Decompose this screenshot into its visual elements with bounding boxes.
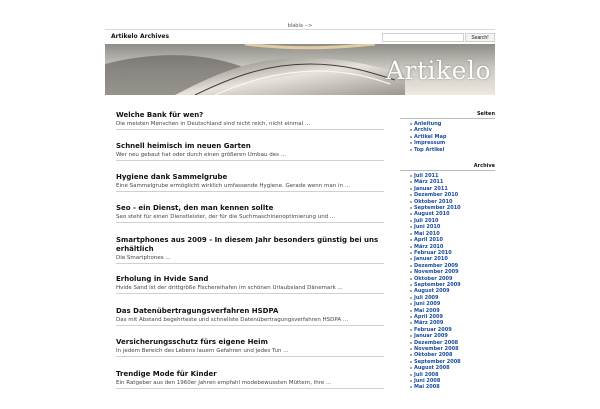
banner-title: Artikelo: [385, 56, 491, 85]
post-item: [116, 173, 384, 192]
post-excerpt: Eine Sammelgrube ermöglicht wirklich umfassende Hygiene. Gerade wenn man in ...: [116, 183, 384, 192]
post-item: [116, 370, 384, 389]
sidebar-archive-link[interactable]: Juli 2010: [400, 218, 495, 224]
sidebar-page-link[interactable]: Archiv: [400, 127, 495, 133]
post-excerpt: Wer neu gebaut hat oder durch einen größeren Umbau des ...: [116, 152, 384, 161]
sidebar-archive-link[interactable]: März 2009: [400, 320, 495, 326]
sidebar-archive-link[interactable]: Februar 2009: [400, 327, 495, 333]
post-title[interactable]: Seo - ein Dienst, den man kennen sollte: [116, 204, 274, 212]
sidebar-archive-link[interactable]: März 2010: [400, 244, 495, 250]
sidebar-archive-link[interactable]: Dezember 2008: [400, 340, 495, 346]
post-title[interactable]: Erholung in Hvide Sand: [116, 275, 209, 283]
post-title[interactable]: Schnell heimisch im neuen Garten: [116, 142, 251, 150]
sidebar-archive-link[interactable]: August 2010: [400, 211, 495, 217]
post-item: [116, 142, 384, 161]
sidebar-archive-link[interactable]: Oktober 2010: [400, 199, 495, 205]
post-item: [116, 338, 384, 357]
sidebar-archive-link[interactable]: August 2008: [400, 365, 495, 371]
sidebar-archive-link[interactable]: September 2008: [400, 359, 495, 365]
sidebar-archive-link[interactable]: September 2009: [400, 282, 495, 288]
sidebar-archive-link[interactable]: Mai 2008: [400, 384, 495, 390]
post-excerpt: Ein Ratgeber aus den 1960er Jahren empfahl modebewussten Müttern, ihre ...: [116, 380, 384, 389]
sidebar-pages-heading: Seiten: [400, 111, 495, 119]
post-title[interactable]: Trendige Mode für Kinder: [116, 370, 217, 378]
nav-link-artikelo[interactable]: Artikelo: [111, 33, 138, 40]
sidebar-page-link[interactable]: Artikel Map: [400, 134, 495, 140]
sidebar-archive-link[interactable]: Januar 2011: [400, 186, 495, 192]
post-excerpt: Die Smartphones ...: [116, 255, 384, 264]
sidebar-archive-link[interactable]: Juli 2009: [400, 295, 495, 301]
sidebar-archive-link[interactable]: Februar 2010: [400, 250, 495, 256]
sidebar-archive-link[interactable]: Dezember 2009: [400, 263, 495, 269]
post-item: [116, 204, 384, 223]
sidebar-archive-link[interactable]: August 2009: [400, 288, 495, 294]
sidebar-archive-link[interactable]: Oktober 2008: [400, 352, 495, 358]
sidebar-archive-link[interactable]: Mai 2009: [400, 308, 495, 314]
nav-link-archives[interactable]: Archives: [140, 33, 170, 40]
post-title[interactable]: Smartphones aus 2009 - In diesem Jahr besonders günstig bei uns erhältlich: [116, 236, 379, 253]
post-excerpt: In jedem Bereich des Lebens lauern Gefahren und jedes Tun ...: [116, 348, 384, 357]
post-excerpt: Die meisten Menschen in Deutschland sind nicht reich, nicht einmal ...: [116, 121, 384, 130]
post-item: [116, 111, 384, 130]
post-excerpt: Seo steht für einen Dienstleister, der für die Suchmaschinenoptimierung und ...: [116, 214, 384, 223]
sidebar-archive-link[interactable]: Juni 2008: [400, 378, 495, 384]
post-title[interactable]: Das Datenübertragungsverfahren HSDPA: [116, 307, 279, 315]
sidebar-archive-link[interactable]: Juni 2009: [400, 301, 495, 307]
sidebar-page-link[interactable]: Impressum: [400, 140, 495, 146]
top-note: blabla -->: [287, 23, 313, 29]
sidebar-archive-link[interactable]: Dezember 2010: [400, 192, 495, 198]
sidebar-archive-link[interactable]: September 2010: [400, 205, 495, 211]
sidebar-archive-link[interactable]: Januar 2009: [400, 333, 495, 339]
sidebar-archive-link[interactable]: November 2009: [400, 269, 495, 275]
sidebar-archive-link[interactable]: Juni 2010: [400, 224, 495, 230]
post-title[interactable]: Hygiene dank Sammelgrube: [116, 173, 228, 181]
sidebar-archive-heading: Archive: [400, 163, 495, 171]
sidebar-archive-link[interactable]: Januar 2010: [400, 256, 495, 262]
sidebar-archive-link[interactable]: April 2009: [400, 314, 495, 320]
search-button[interactable]: Search!: [465, 33, 495, 42]
post-excerpt: Hvide Sand ist der drittgröße Fischereihafen im schönen Urlaubsland Dänemark ...: [116, 285, 384, 294]
sidebar-archive-list: [400, 173, 495, 391]
sidebar-page-link[interactable]: Anleitung: [400, 121, 495, 127]
sidebar-archive-link[interactable]: April 2010: [400, 237, 495, 243]
post-item: [116, 236, 384, 264]
sidebar-archive-link[interactable]: März 2011: [400, 179, 495, 185]
sidebar: [400, 111, 495, 391]
post-excerpt: Das mit Abstand begehrteste und schnellste Datenübertragungsverfahren HSDPA ...: [116, 317, 384, 326]
sidebar-pages-list: [400, 121, 495, 153]
sidebar-archive-link[interactable]: Juli 2008: [400, 372, 495, 378]
post-title[interactable]: Versicherungsschutz fürs eigene Heim: [116, 338, 268, 346]
sidebar-page-link[interactable]: Top Artikel: [400, 147, 495, 153]
sidebar-archive-link[interactable]: Oktober 2009: [400, 276, 495, 282]
sidebar-archive-link[interactable]: November 2008: [400, 346, 495, 352]
post-item: [116, 307, 384, 326]
sidebar-archive-link[interactable]: Mai 2010: [400, 231, 495, 237]
post-item: [116, 275, 384, 294]
post-title[interactable]: Welche Bank für wen?: [116, 111, 204, 119]
sidebar-archive-link[interactable]: Juli 2011: [400, 173, 495, 179]
